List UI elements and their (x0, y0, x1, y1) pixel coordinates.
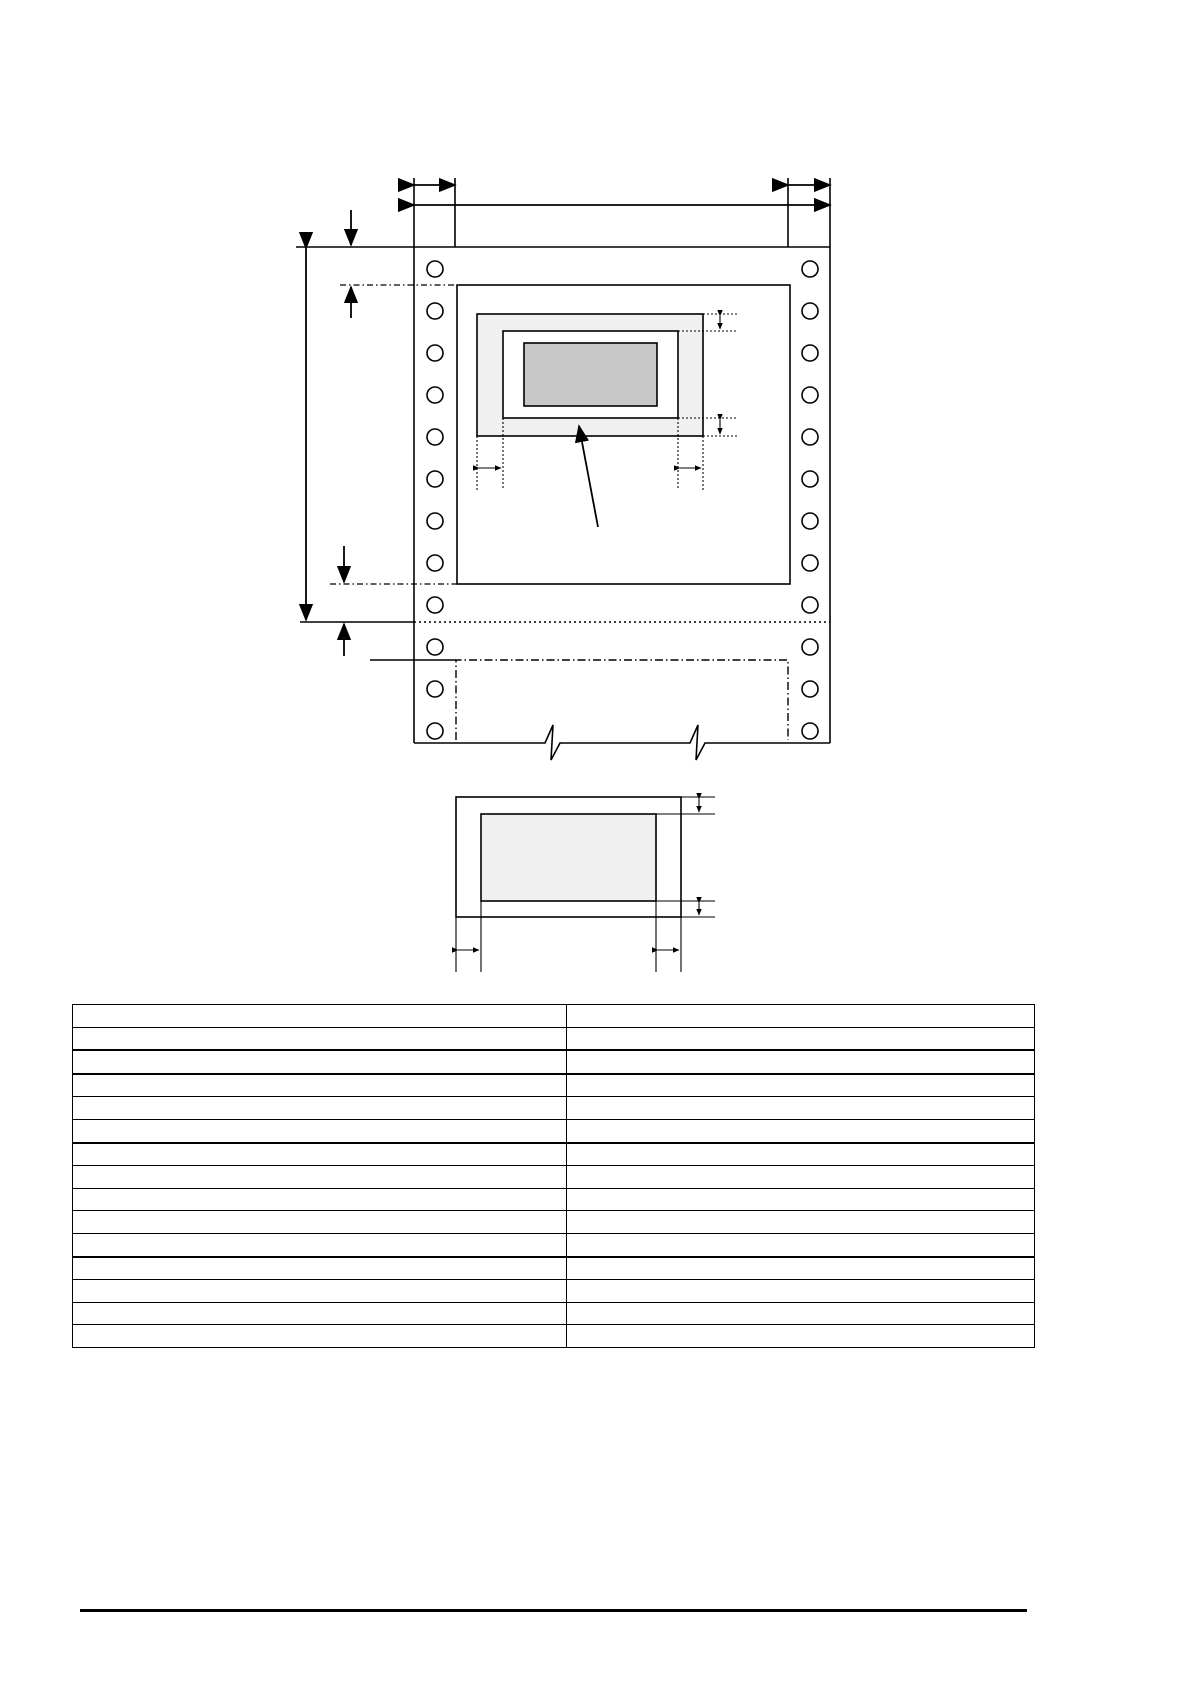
table-cell-value (567, 1005, 1035, 1028)
table-row (73, 1257, 1035, 1280)
table-cell-item (73, 1211, 567, 1234)
table-cell-value (567, 1233, 1035, 1256)
detail-label-diagram (456, 797, 715, 972)
left-sprocket-hole (427, 639, 443, 655)
right-sprocket-hole (802, 513, 818, 529)
right-sprocket-hole (802, 387, 818, 403)
table-cell-value (567, 1143, 1035, 1166)
left-sprocket-hole (427, 345, 443, 361)
table-cell-item (73, 1027, 567, 1050)
right-sprocket-hole (802, 723, 818, 739)
table-cell-item (73, 1325, 567, 1348)
table-cell-item (73, 1143, 567, 1166)
left-sprocket-hole (427, 513, 443, 529)
table-cell-value (567, 1302, 1035, 1325)
table-cell-value (567, 1211, 1035, 1234)
table-row (73, 1188, 1035, 1211)
printable-area-page2 (456, 660, 788, 740)
left-sprocket-hole (427, 261, 443, 277)
table-cell-item (73, 1188, 567, 1211)
table-row (73, 1005, 1035, 1028)
table-row (73, 1233, 1035, 1256)
right-sprocket-hole (802, 639, 818, 655)
table-cell-item (73, 1280, 567, 1303)
table-cell-item (73, 1233, 567, 1256)
table-cell-item (73, 1050, 567, 1074)
left-sprocket-hole (427, 303, 443, 319)
table-row (73, 1119, 1035, 1142)
footer-rule (80, 1609, 1027, 1612)
left-sprocket-hole (427, 429, 443, 445)
right-sprocket-hole (802, 555, 818, 571)
table-cell-value (567, 1097, 1035, 1120)
right-sprocket-hole (802, 345, 818, 361)
table-cell-item (73, 1074, 567, 1097)
table-cell-item (73, 1097, 567, 1120)
table-cell-item (73, 1257, 567, 1280)
table-row (73, 1211, 1035, 1234)
left-sprocket-hole (427, 681, 443, 697)
table-cell-value (567, 1119, 1035, 1142)
specification-table (72, 1004, 1035, 1348)
table-cell-value (567, 1325, 1035, 1348)
right-sprocket-hole (802, 303, 818, 319)
right-sprocket-hole (802, 597, 818, 613)
table-cell-value (567, 1257, 1035, 1280)
left-sprocket-hole (427, 471, 443, 487)
table-cell-item (73, 1119, 567, 1142)
table-cell-value (567, 1050, 1035, 1074)
left-sprocket-hole (427, 387, 443, 403)
label-sheet (477, 314, 703, 436)
table-row (73, 1302, 1035, 1325)
right-sprocket-hole (802, 681, 818, 697)
right-sprocket-hole (802, 471, 818, 487)
table-row (73, 1050, 1035, 1074)
paper-sheet (296, 178, 830, 760)
left-sprocket-hole (427, 555, 443, 571)
table-row (73, 1143, 1035, 1166)
table-cell-value (567, 1074, 1035, 1097)
table-cell-value (567, 1166, 1035, 1189)
left-sprocket-hole (427, 723, 443, 739)
table-row (73, 1166, 1035, 1189)
table-row (73, 1074, 1035, 1097)
label-pointer-arrow (579, 426, 598, 527)
table-cell-value (567, 1280, 1035, 1303)
table-cell-item (73, 1005, 567, 1028)
table-row (73, 1027, 1035, 1050)
table-cell-item (73, 1166, 567, 1189)
left-sprocket-hole (427, 597, 443, 613)
right-sprocket-hole (802, 429, 818, 445)
table-row (73, 1325, 1035, 1348)
table-cell-value (567, 1027, 1035, 1050)
table-cell-value (567, 1188, 1035, 1211)
table-row (73, 1280, 1035, 1303)
table-cell-item (73, 1302, 567, 1325)
right-sprocket-hole (802, 261, 818, 277)
table-row (73, 1097, 1035, 1120)
